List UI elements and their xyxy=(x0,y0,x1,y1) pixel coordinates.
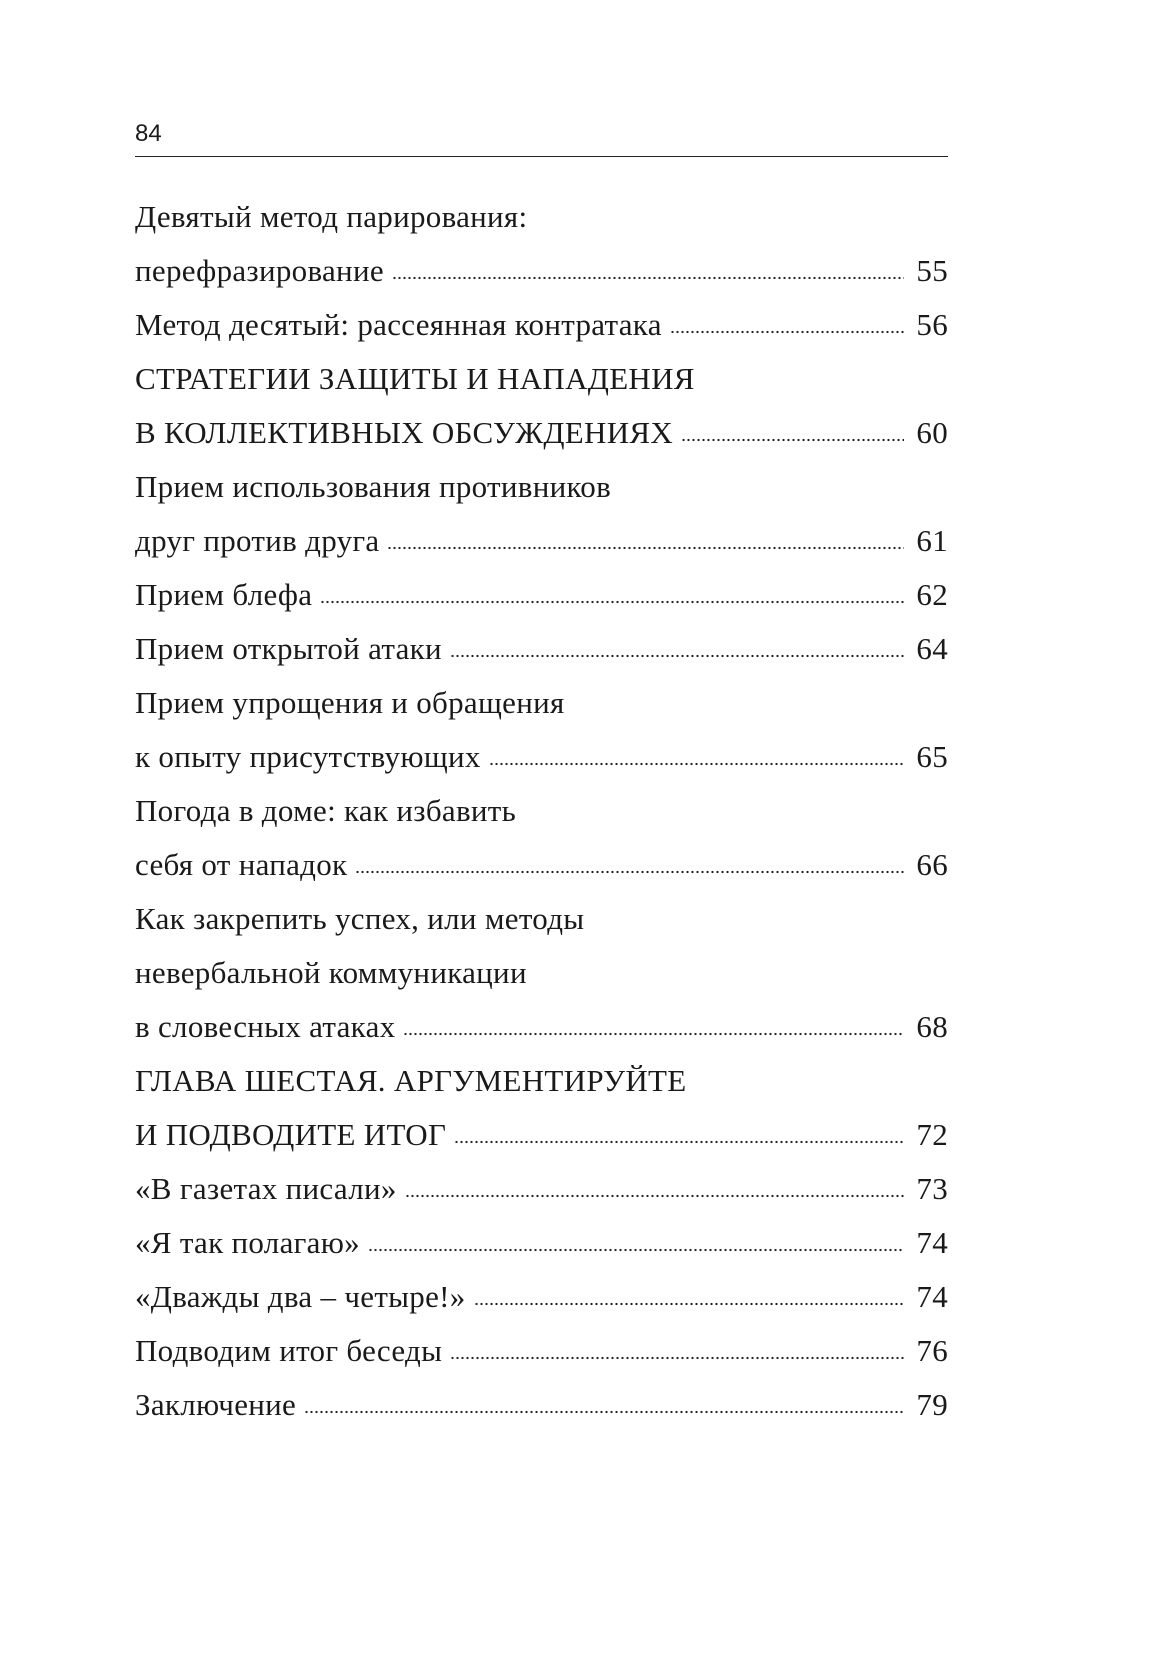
toc-line xyxy=(135,460,948,514)
toc-page-number: 73 xyxy=(916,1171,948,1206)
toc-page-number: 56 xyxy=(916,307,948,342)
toc-line xyxy=(135,568,948,622)
toc-line xyxy=(135,298,948,352)
toc-line xyxy=(135,406,948,460)
toc-page-number: 64 xyxy=(916,631,948,666)
toc-page-number: 61 xyxy=(916,523,948,558)
table-of-contents xyxy=(135,190,948,1432)
toc-entry-title: себя от нападок xyxy=(135,847,348,882)
dot-leader xyxy=(320,600,904,604)
toc-entry-title: И ПОДВОДИТЕ ИТОГ xyxy=(135,1117,447,1152)
toc-entry-title: В КОЛЛЕКТИВНЫХ ОБСУЖДЕНИЯХ xyxy=(135,415,674,450)
toc-line xyxy=(135,892,948,946)
toc-page-number: 55 xyxy=(916,253,948,288)
dot-leader xyxy=(405,1194,904,1198)
toc-entry-title: Как закрепить успех, или методы xyxy=(135,901,585,936)
dot-leader xyxy=(392,276,904,280)
toc-entry-title: Прием использования противников xyxy=(135,469,612,504)
toc-entry-title: «Я так полагаю» xyxy=(135,1225,360,1260)
toc-line xyxy=(135,676,948,730)
dot-leader xyxy=(355,870,904,874)
toc-page-number: 62 xyxy=(916,577,948,612)
dot-leader xyxy=(403,1032,904,1036)
toc-line xyxy=(135,244,948,298)
toc-entry-title: Подводим итог беседы xyxy=(135,1333,443,1368)
toc-line xyxy=(135,1054,948,1108)
toc-page-number: 72 xyxy=(916,1117,948,1152)
toc-entry-title: Девятый метод парирования: xyxy=(135,199,528,234)
toc-entry-title: «В газетах писали» xyxy=(135,1171,397,1206)
toc-entry-title: друг против друга xyxy=(135,523,380,558)
header-rule xyxy=(135,156,948,157)
dot-leader xyxy=(387,546,904,550)
dot-leader xyxy=(489,762,904,766)
toc-entry-title: Погода в доме: как избавить xyxy=(135,793,517,828)
toc-line xyxy=(135,784,948,838)
toc-entry-title: Прием упрощения и обращения xyxy=(135,685,565,720)
toc-line xyxy=(135,514,948,568)
toc-line xyxy=(135,352,948,406)
toc-entry-title: «Дважды два – четыре!» xyxy=(135,1279,466,1314)
toc-line xyxy=(135,622,948,676)
toc-entry-title: ГЛАВА ШЕСТАЯ. АРГУМЕНТИРУЙТЕ xyxy=(135,1063,687,1098)
toc-entry-title: Заключение xyxy=(135,1387,297,1422)
toc-entry-title: Прием открытой атаки xyxy=(135,631,442,666)
toc-page-number: 65 xyxy=(916,739,948,774)
dot-leader xyxy=(368,1248,904,1252)
dot-leader xyxy=(681,438,904,442)
toc-line xyxy=(135,730,948,784)
toc-entry-title: к опыту присутствующих xyxy=(135,739,481,774)
toc-line xyxy=(135,1162,948,1216)
toc-entry-title: невербальной коммуникации xyxy=(135,955,527,990)
toc-page-number: 79 xyxy=(916,1387,948,1422)
toc-page-number: 66 xyxy=(916,847,948,882)
dot-leader xyxy=(474,1302,904,1306)
toc-line xyxy=(135,1324,948,1378)
toc-line xyxy=(135,838,948,892)
toc-line xyxy=(135,1000,948,1054)
dot-leader xyxy=(454,1140,904,1144)
toc-line xyxy=(135,946,948,1000)
toc-line xyxy=(135,1378,948,1432)
toc-entry-title: СТРАТЕГИИ ЗАЩИТЫ И НАПАДЕНИЯ xyxy=(135,361,695,396)
toc-page-number: 76 xyxy=(916,1333,948,1368)
toc-line xyxy=(135,1270,948,1324)
toc-entry-title: в словесных атаках xyxy=(135,1009,396,1044)
dot-leader xyxy=(670,330,904,334)
toc-line xyxy=(135,1216,948,1270)
dot-leader xyxy=(450,654,904,658)
toc-entry-title: перефразирование xyxy=(135,253,384,288)
toc-page-number: 68 xyxy=(916,1009,948,1044)
toc-page-number: 74 xyxy=(916,1225,948,1260)
toc-line xyxy=(135,190,948,244)
toc-entry-title: Метод десятый: рассеянная контратака xyxy=(135,307,662,342)
toc-page-number: 74 xyxy=(916,1279,948,1314)
page-number: 84 xyxy=(135,120,162,147)
toc-entry-title: Прием блефа xyxy=(135,577,313,612)
toc-page-number: 60 xyxy=(916,415,948,450)
toc-line xyxy=(135,1108,948,1162)
dot-leader xyxy=(304,1410,904,1414)
dot-leader xyxy=(450,1356,904,1360)
